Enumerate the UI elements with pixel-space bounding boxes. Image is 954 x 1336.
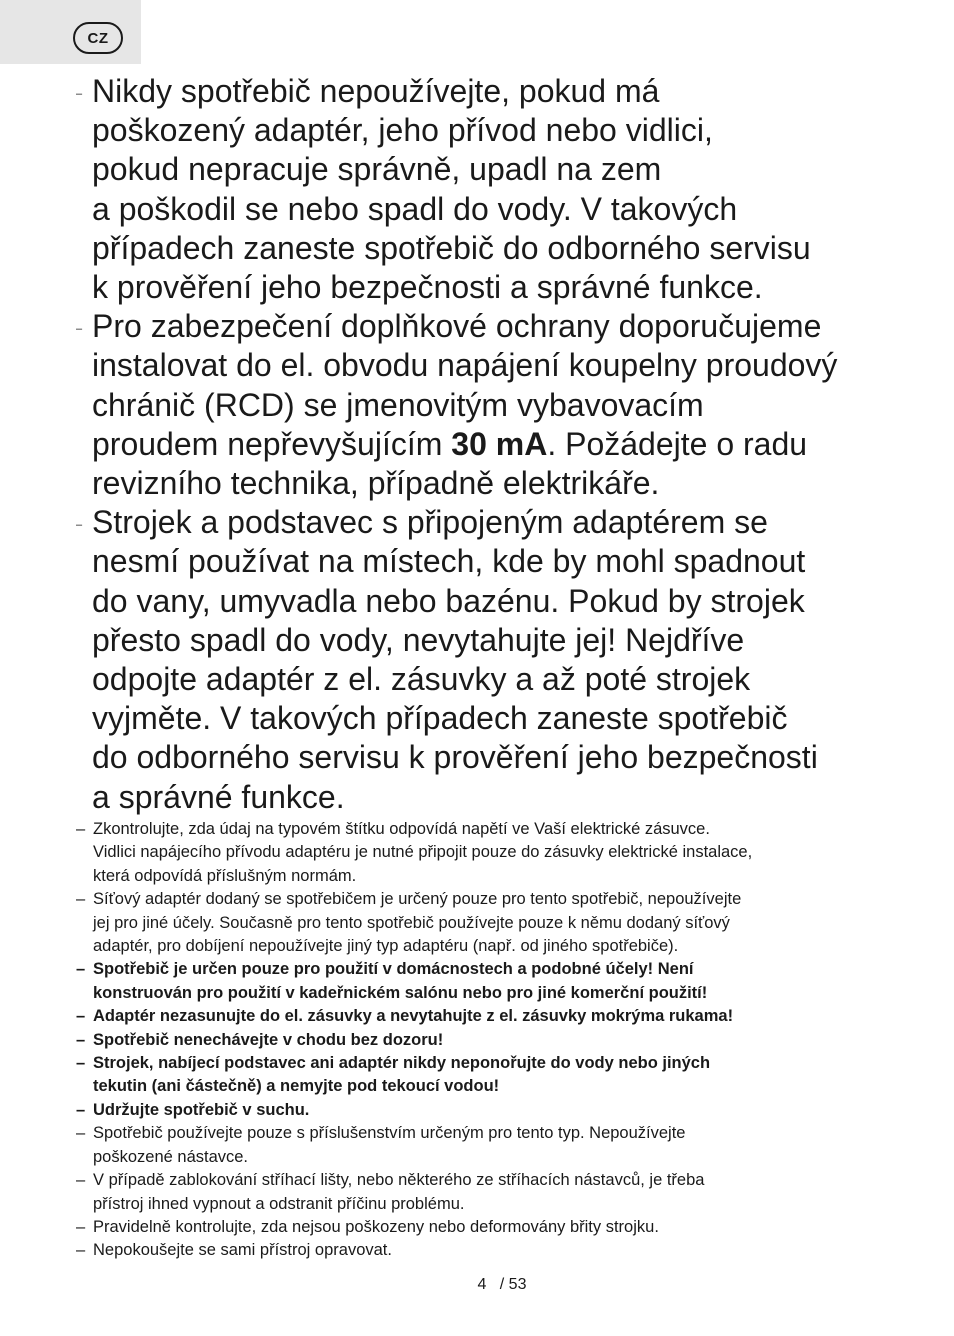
text-segment: . Požádejte o radu (547, 425, 808, 462)
bullet-dash: – (76, 1124, 86, 1143)
large-warning-item (76, 503, 916, 817)
text-line: adaptér, pro dobíjení nepoužívejte jiný typ adaptéru (např. od jiného spotřebiče). (93, 937, 679, 956)
bullet-dash: – (76, 1030, 86, 1049)
text-line: Spotřebič používejte pouze s příslušenstvím určeným pro tento typ. Nepoužívejte (93, 1124, 686, 1143)
language-tab (0, 0, 141, 64)
instruction-item (76, 1122, 916, 1169)
text-line: Strojek a podstavec s připojeným adaptérem se (92, 504, 768, 541)
bullet-dash: – (76, 960, 86, 979)
page-total: / 53 (499, 1276, 527, 1293)
text-line: Nikdy spotřebič nepoužívejte, pokud má (92, 73, 660, 109)
current-rating-value: 30 mA (451, 425, 548, 462)
instruction-item (76, 1029, 916, 1052)
text-line: Spotřebič je určen pouze pro použití v domácnostech a podobné účely! Není (93, 960, 694, 979)
bullet-dash: – (76, 1217, 86, 1236)
bullet-dash: – (76, 323, 83, 336)
text-line: Síťový adaptér dodaný se spotřebičem je určený pouze pro tento spotřebič, nepoužívejte (93, 890, 742, 909)
instruction-item (76, 1239, 916, 1262)
text-line (92, 425, 916, 464)
text-line: tekutin (ani částečně) a nemyjte pod tekoucí vodou! (93, 1077, 500, 1096)
instruction-item (76, 1099, 916, 1122)
text-line: Nepokoušejte se sami přístroj opravovat. (93, 1241, 392, 1260)
text-line: poškozený adaptér, jeho přívod nebo vidlici, (92, 112, 713, 149)
text-line: vyjměte. V takových případech zaneste spotřebič (92, 700, 788, 737)
text-line: odpojte adaptér z el. zásuvky a až poté strojek (92, 661, 751, 698)
instruction-item (76, 888, 916, 958)
text-line: do odborného servisu k prověření jeho bezpečnosti (92, 739, 818, 776)
text-line: nesmí používat na místech, kde by mohl spadnout (92, 543, 806, 580)
text-line: instalovat do el. obvodu napájení koupelny proudový (92, 347, 838, 384)
bullet-dash: – (76, 820, 86, 838)
text-line: a správné funkce. (92, 778, 345, 815)
bullet-dash: – (76, 1171, 86, 1190)
bullet-dash: – (76, 1100, 86, 1119)
page-number (0, 1276, 954, 1294)
text-line: konstruován pro použití v kadeřnickém salónu nebo pro jiné komerční použití! (93, 983, 708, 1002)
instruction-item (76, 1052, 916, 1099)
text-line: Strojek, nabíjecí podstavec ani adaptér nikdy neponořujte do vody nebo jiných (93, 1054, 711, 1073)
text-line: poškozené nástavce. (93, 1147, 249, 1166)
text-line: Zkontrolujte, zda údaj na typovém štítku odpovídá napětí ve Vaší elektrické zásuvce. (93, 820, 710, 838)
text-line: chránič (RCD) se jmenovitým vybavovacím (92, 386, 704, 423)
instruction-item (76, 818, 916, 888)
text-line: Spotřebič nenechávejte v chodu bez dozoru! (93, 1030, 444, 1049)
text-line: přesto spadl do vody, nevytahujte jej! Nejdříve (92, 621, 745, 658)
text-line: Vidlici napájecího přívodu adaptéru je nutné připojit pouze do zásuvky elektrické instalace, (93, 843, 753, 862)
instruction-item (76, 958, 916, 1005)
text-line: revizního technika, případně elektrikáře. (92, 465, 660, 502)
text-line: Pravidelně kontrolujte, zda nejsou poškozeny nebo deformovány břity strojku. (93, 1217, 659, 1236)
large-warning-list (76, 72, 916, 817)
language-badge: CZ (73, 22, 123, 54)
bullet-dash: – (76, 88, 83, 100)
text-line: Pro zabezpečení doplňkové ochrany doporučujeme (92, 308, 822, 345)
text-segment: proudem nepřevyšujícím (92, 425, 452, 462)
text-line: a poškodil se nebo spadl do vody. V takových (92, 190, 738, 227)
text-line: do vany, umyvadla nebo bazénu. Pokud by strojek (92, 582, 805, 619)
text-line: která odpovídá příslušným normám. (93, 866, 357, 885)
text-line: V případě zablokování stříhací lišty, nebo některého ze stříhacích nástavců, je třeba (93, 1171, 705, 1190)
text-line: přístroj ihned vypnout a odstranit příčinu problému. (93, 1194, 465, 1213)
bullet-dash: – (76, 890, 86, 909)
bullet-dash: – (76, 1007, 86, 1026)
bullet-dash: – (76, 1241, 86, 1260)
instruction-item (76, 1005, 916, 1028)
text-line: Adaptér nezasunujte do el. zásuvky a nevytahujte z el. zásuvky mokrýma rukama! (93, 1007, 734, 1026)
large-warning-item (76, 307, 916, 503)
instruction-item (76, 1216, 916, 1239)
text-line: k prověření jeho bezpečnosti a správné funkce. (92, 269, 763, 306)
page-current: 4 (477, 1276, 487, 1293)
text-line: Udržujte spotřebič v suchu. (93, 1100, 310, 1119)
instruction-item (76, 1169, 916, 1216)
bullet-dash: – (76, 1054, 86, 1073)
text-line: jej pro jiné účely. Současně pro tento spotřebič používejte pouze k němu dodaný síťový (93, 913, 730, 932)
text-line: případech zaneste spotřebič do odborného servisu (92, 229, 811, 266)
safety-instructions-list (76, 818, 916, 1263)
text-line: pokud nepracuje správně, upadl na zem (92, 151, 662, 188)
large-warning-item (76, 72, 916, 307)
bullet-dash: – (76, 519, 83, 532)
